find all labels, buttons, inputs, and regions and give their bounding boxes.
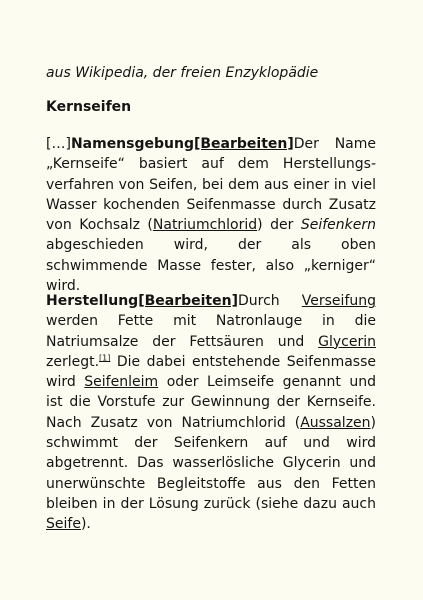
body-text: zerlegt. (46, 353, 100, 370)
edit-link-namensgebung[interactable]: [Bearbeiten] (193, 136, 294, 152)
source-line: aus Wikipedia, der freien Enzyklopädie (46, 65, 319, 81)
section-heading-herstellung: Herstellung (46, 293, 139, 309)
body-text: ). (80, 516, 91, 533)
link-seife[interactable]: Seife (46, 516, 81, 533)
section-namensgebung (46, 134, 376, 296)
body-text: Die dabei entstehende Seifenmasse wird (46, 353, 376, 391)
link-aussalzen[interactable]: Aussalzen (300, 414, 371, 431)
link-verseifung[interactable]: Verseifung (301, 293, 376, 309)
page-title: Kernseifen (46, 99, 132, 115)
ellipsis-marker: […] (46, 136, 71, 152)
link-glycerin[interactable]: Glycerin (318, 333, 376, 350)
link-natriumchlorid[interactable]: Natriumchlorid (152, 217, 258, 234)
footnote-ref-1[interactable]: [1] (99, 353, 111, 363)
section-heading-namensgebung: Namensgebung (70, 136, 194, 152)
body-text: ) schwimmt der Seifenkern auf und wird abgetrennt. Das wasserlösliche Glycerin und unerwünschte Begleitstoffe aus den Fetten bleiben in der Lösung zurück (siehe dazu auch (46, 414, 376, 512)
body-text: werden Fette mit Natronlauge in die Natriumsalze der Fettsäuren und (46, 313, 376, 350)
link-seifenleim[interactable]: Seifenleim (84, 374, 159, 391)
section-herstellung (46, 291, 376, 535)
body-text: ) der (257, 217, 301, 234)
body-text: Der Name „Kernseife“ basiert auf dem Herstellungsverfahren von Seifen, bei dem aus einer in viel Wasser kochenden Seifenmasse durch Zusatz von Kochsalz ( (46, 136, 376, 234)
body-text: oder Leimseife genannt und ist die Vorstufe zur Gewinnung der Kernseife. Nach Zusatz von Natriumchlorid ( (46, 374, 377, 431)
body-text: abgeschieden wird, der als oben schwimmende Masse fester, also „kerniger“ wird. (46, 237, 376, 295)
edit-link-herstellung[interactable]: [Bearbeiten] (138, 293, 238, 309)
body-text: Durch (238, 293, 302, 309)
term-seifenkern: Seifenkern (300, 217, 376, 234)
